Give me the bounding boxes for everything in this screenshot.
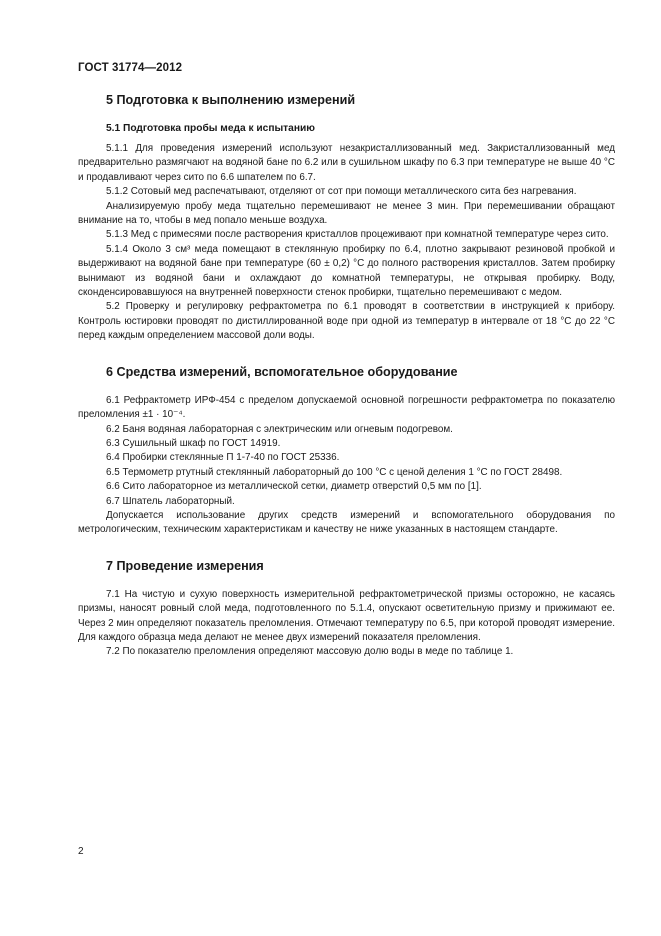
- paragraph-5-1-1: 5.1.1 Для проведения измерений используют незакристаллизованный мед. Закристаллизованный мед предварительно размягчают на водяной бане по 6.2 или в сушильном шкафу по 6.3 при температуре не выше 40 °С и продавливают через сито по 6.6 шпателем по 6.7.: [78, 143, 615, 183]
- paragraph-7-1: 7.1 На чистую и сухую поверхность измерительной рефрактометрической призмы осторожно, не касаясь призмы, наносят ровный слой меда, подготовленного по 5.1.4, опускают осветительную призму и прижимают ее. Через 2 мин определяют показатель преломления. Отмечают температуру по 6.5, при которой проводят измерение. Для каждого образца меда делают не менее двух измерений показателя преломления.: [78, 588, 615, 643]
- paragraph-5-1-2: 5.1.2 Сотовый мед распечатывают, отделяют от сот при помощи металлического сита без нагревания.: [106, 186, 577, 198]
- page-content: [78, 92, 615, 660]
- paragraph-5-2: 5.2 Проверку и регулировку рефрактометра по 6.1 проводят в соответствии в инструкцией к прибору. Контроль юстировки проводят по дистиллированной воде при одной из температур в интервале от 18 °С до 22 °С перед каждым определением массовой доли воды.: [78, 301, 615, 342]
- section-5-title: 5 Подготовка к выполнению измерений: [106, 93, 356, 107]
- item-6-1: 6.1 Рефрактометр ИРФ-454 с пределом допускаемой основной погрешности рефрактометра по показателю преломления ±1 · 10⁻⁴.: [78, 394, 615, 421]
- subsection-5-1-title: 5.1 Подготовка пробы меда к испытанию: [106, 123, 315, 134]
- standard-header: ГОСТ 31774—2012: [78, 62, 183, 74]
- item-6-5: 6.5 Термометр ртутный стеклянный лабораторный до 100 °С с ценой деления 1 °С по ГОСТ 28498.: [106, 466, 563, 478]
- paragraph-mixing: Анализируемую пробу меда тщательно перемешивают не менее 3 мин. При перемешивании обращают внимание на то, чтобы в мед попало меньше воздуха.: [78, 200, 615, 227]
- page-number: 2: [78, 846, 84, 857]
- item-6-6: 6.6 Сито лабораторное из металлической сетки, диаметр отверстий 0,5 мм по [1].: [106, 481, 482, 493]
- section-7-title: 7 Проведение измерения: [106, 558, 264, 573]
- item-6-7: 6.7 Шпатель лабораторный.: [106, 495, 235, 507]
- item-6-4: 6.4 Пробирки стеклянные П 1-7-40 по ГОСТ 25336.: [106, 452, 340, 464]
- paragraph-alternatives: Допускается использование других средств измерений и вспомогательного оборудования по метрологическим, техническим характеристикам и качеству не ниже указанных в настоящем стандарте.: [78, 509, 615, 536]
- section-6-title: 6 Средства измерений, вспомогательное оборудование: [106, 364, 458, 379]
- paragraph-5-1-3: 5.1.3 Мед с примесями после растворения кристаллов процеживают при комнатной температуре через сито.: [106, 229, 609, 241]
- item-6-2: 6.2 Баня водяная лабораторная с электрическим или огневым подогревом.: [106, 423, 453, 435]
- paragraph-5-1-4: 5.1.4 Около 3 см³ меда помещают в стеклянную пробирку по 6.4, плотно закрывают резиновой пробкой и выдерживают на водяной бане при температуре (60 ± 0,2) °С до полного растворения кристаллов. Затем пробирку вынимают из водяной бани и охлаждают до комнатной температуры, не открывая пробирку. Воду, сконденсировавшуюся на внутренней поверхности стенок пробирки, тщательно перемешивают с медом.: [78, 243, 615, 299]
- paragraph-7-2: 7.2 По показателю преломления определяют массовую долю воды в меде по таблице 1.: [106, 646, 514, 658]
- item-6-3: 6.3 Сушильный шкаф по ГОСТ 14919.: [106, 437, 281, 449]
